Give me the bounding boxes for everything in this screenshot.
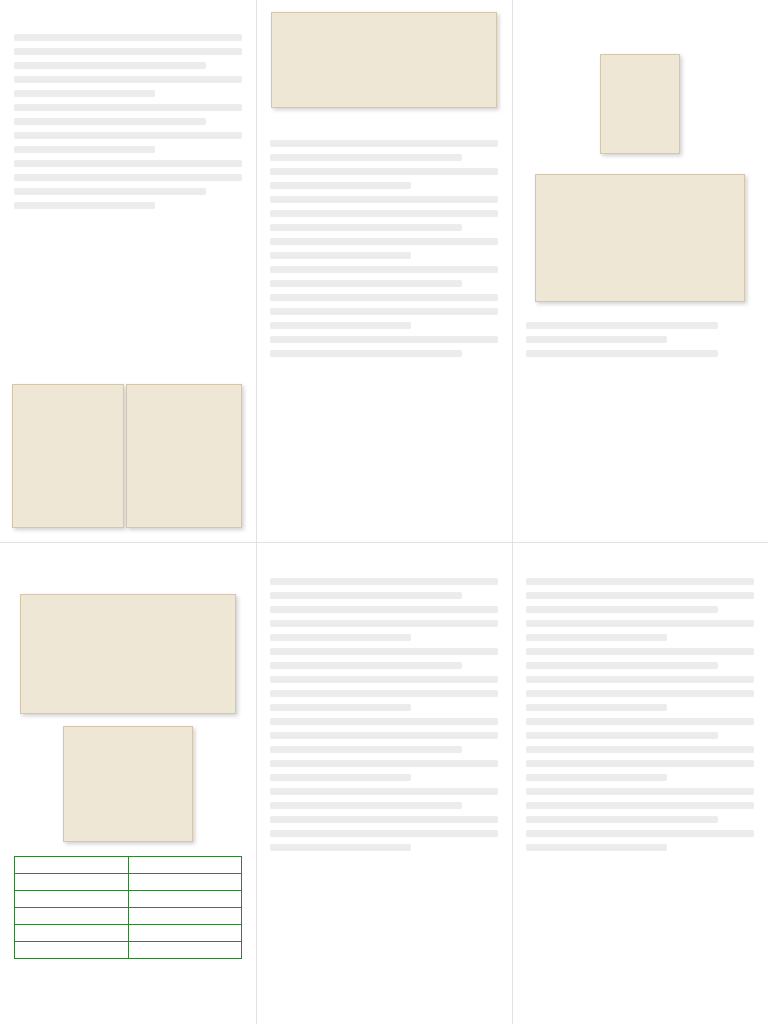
panel-heading	[270, 116, 498, 130]
table-cell	[128, 874, 242, 891]
table-cell	[15, 942, 129, 959]
table-row	[15, 925, 242, 942]
panel-1	[0, 0, 256, 540]
photo-placeholder	[535, 174, 745, 302]
photo-placeholder	[63, 726, 193, 842]
sheet-divider	[0, 542, 768, 543]
photo-placeholder	[20, 594, 236, 714]
panel-3	[512, 0, 768, 540]
table-cell	[15, 891, 129, 908]
table-cell	[15, 857, 129, 874]
panel-heading	[14, 554, 242, 568]
table-row	[15, 874, 242, 891]
panel-6	[512, 544, 768, 1024]
table-cell	[128, 925, 242, 942]
table-row	[15, 891, 242, 908]
text-block-placeholder	[14, 34, 242, 209]
text-block-placeholder	[270, 578, 498, 851]
table-cell	[15, 925, 129, 942]
table-row	[15, 908, 242, 925]
text-block-placeholder	[526, 578, 754, 851]
panel-5	[256, 544, 512, 1024]
panel-heading	[14, 10, 242, 24]
photo-placeholder	[126, 384, 242, 528]
photo-placeholder	[12, 384, 124, 528]
table-cell	[15, 908, 129, 925]
table-cell	[128, 891, 242, 908]
panel-heading	[270, 554, 498, 568]
text-block-placeholder	[270, 140, 498, 357]
panel-4	[0, 544, 256, 1024]
panel-heading	[526, 10, 754, 24]
panel-heading	[526, 554, 754, 568]
table-cell	[128, 857, 242, 874]
table-row	[15, 942, 242, 959]
table-cell	[128, 942, 242, 959]
photo-placeholder	[271, 12, 497, 108]
table-row	[15, 857, 242, 874]
table-cell	[15, 874, 129, 891]
classification-table	[14, 856, 242, 959]
crest-placeholder	[600, 54, 680, 154]
panel-2	[256, 0, 512, 540]
text-block-placeholder	[526, 322, 754, 357]
table-cell	[128, 908, 242, 925]
